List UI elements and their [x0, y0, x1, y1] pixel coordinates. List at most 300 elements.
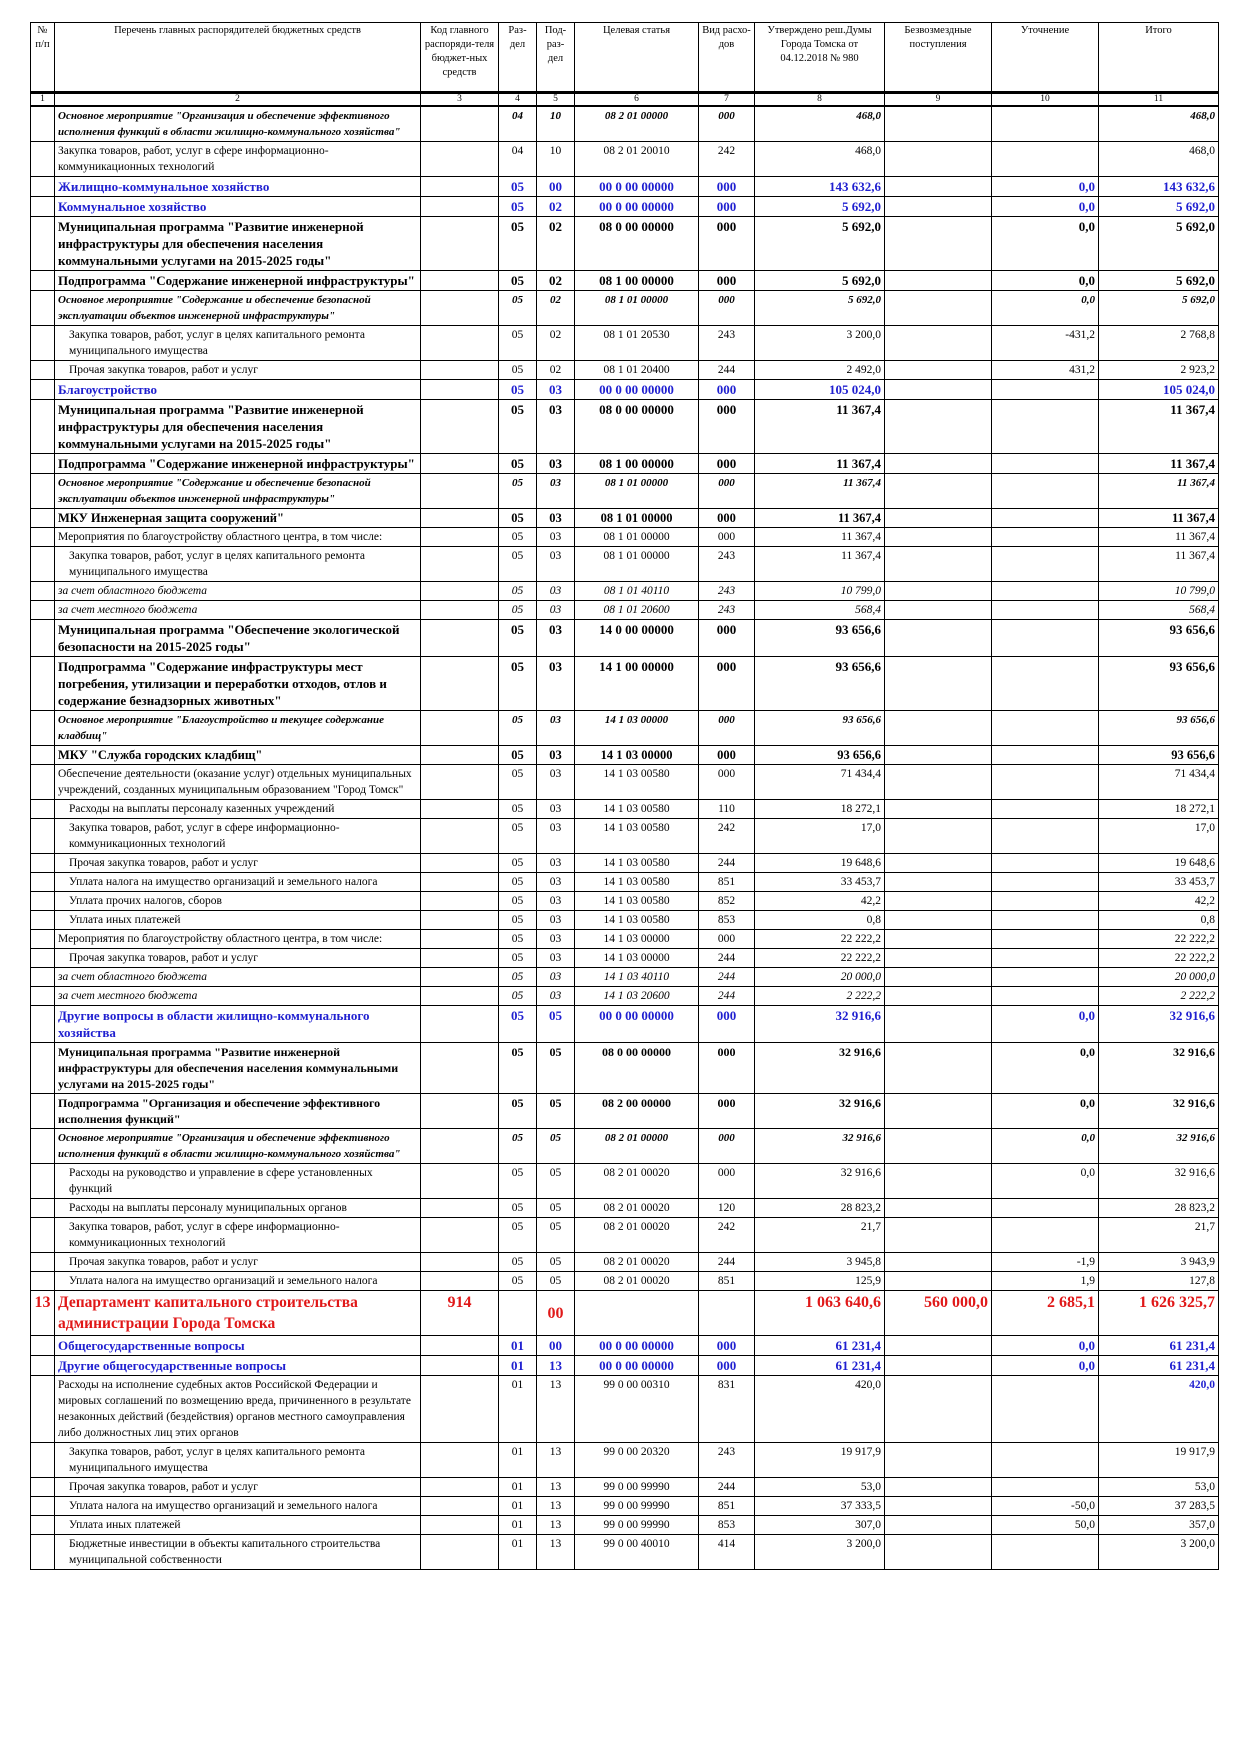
row-total-cell: 22 222,2	[1099, 930, 1219, 949]
row-total-cell: 5 692,0	[1099, 271, 1219, 291]
row-section-cell: 05	[499, 326, 537, 361]
row-approved-cell: 32 916,6	[755, 1043, 885, 1094]
row-name-cell: Мероприятия по благоустройству областного центра, в том числе:	[55, 528, 421, 547]
row-section-cell: 05	[499, 547, 537, 582]
row-number-cell	[31, 930, 55, 949]
row-adjustment-cell	[992, 987, 1099, 1006]
row-expense-type-cell: 000	[699, 380, 755, 400]
table-row	[31, 1199, 1219, 1218]
row-expense-type-cell: 000	[699, 474, 755, 509]
row-section-cell: 05	[499, 1218, 537, 1253]
row-target-article-cell: 08 1 00 00000	[575, 271, 699, 291]
row-target-article-cell: 00 0 00 00000	[575, 1336, 699, 1356]
row-total-cell: 11 367,4	[1099, 509, 1219, 528]
row-adjustment-cell	[992, 1199, 1099, 1218]
row-name-cell: Департамент капитального строительства администрации Города Томска	[55, 1291, 421, 1336]
row-total-cell: 0,8	[1099, 911, 1219, 930]
row-admin-code-cell	[421, 930, 499, 949]
row-subsection-cell: 03	[537, 746, 575, 765]
row-expense-type-cell: 244	[699, 1478, 755, 1497]
row-number-cell	[31, 582, 55, 601]
row-adjustment-cell	[992, 765, 1099, 800]
row-expense-type-cell: 244	[699, 987, 755, 1006]
row-number-cell	[31, 1199, 55, 1218]
row-section-cell: 05	[499, 892, 537, 911]
header-cell: Под-раз-дел	[537, 23, 575, 93]
table-row	[31, 197, 1219, 217]
row-admin-code-cell	[421, 547, 499, 582]
row-target-article-cell: 08 1 01 00000	[575, 474, 699, 509]
column-number-cell: 6	[575, 93, 699, 107]
row-total-cell: 357,0	[1099, 1516, 1219, 1535]
row-section-cell: 05	[499, 528, 537, 547]
row-number-cell	[31, 217, 55, 271]
row-section-cell: 05	[499, 361, 537, 380]
table-row	[31, 930, 1219, 949]
row-adjustment-cell: 431,2	[992, 361, 1099, 380]
row-admin-code-cell	[421, 800, 499, 819]
column-number-cell: 1	[31, 93, 55, 107]
row-target-article-cell: 14 1 00 00000	[575, 657, 699, 711]
row-grants-cell	[885, 601, 992, 620]
row-section-cell: 01	[499, 1535, 537, 1570]
row-admin-code-cell	[421, 142, 499, 177]
row-name-cell: Благоустройство	[55, 380, 421, 400]
row-adjustment-cell: 0,0	[992, 1164, 1099, 1199]
row-approved-cell: 53,0	[755, 1478, 885, 1497]
row-total-cell: 37 283,5	[1099, 1497, 1219, 1516]
row-total-cell: 19 648,6	[1099, 854, 1219, 873]
row-name-cell: Подпрограмма "Организация и обеспечение эффективного исполнения функций"	[55, 1094, 421, 1129]
row-number-cell	[31, 142, 55, 177]
row-approved-cell: 468,0	[755, 142, 885, 177]
row-adjustment-cell: 0,0	[992, 1129, 1099, 1164]
row-subsection-cell: 05	[537, 1043, 575, 1094]
row-subsection-cell: 13	[537, 1356, 575, 1376]
row-grants-cell	[885, 474, 992, 509]
row-expense-type-cell: 242	[699, 819, 755, 854]
row-grants-cell	[885, 106, 992, 142]
row-number-cell	[31, 1478, 55, 1497]
row-approved-cell: 17,0	[755, 819, 885, 854]
row-approved-cell: 93 656,6	[755, 746, 885, 765]
table-row	[31, 217, 1219, 271]
row-grants-cell	[885, 177, 992, 197]
row-number-cell	[31, 711, 55, 746]
row-subsection-cell: 00	[537, 177, 575, 197]
row-section-cell: 01	[499, 1376, 537, 1443]
row-name-cell: Муниципальная программа "Развитие инженерной инфраструктуры для обеспечения населения коммунальными услугами на 2015-2025 годы"	[55, 1043, 421, 1094]
row-admin-code-cell	[421, 1535, 499, 1570]
row-approved-cell: 468,0	[755, 106, 885, 142]
row-admin-code-cell	[421, 454, 499, 474]
row-section-cell	[499, 1291, 537, 1336]
row-number-cell	[31, 1443, 55, 1478]
row-target-article-cell: 99 0 00 20320	[575, 1443, 699, 1478]
row-subsection-cell: 03	[537, 765, 575, 800]
row-subsection-cell: 05	[537, 1272, 575, 1291]
row-target-article-cell: 14 1 03 00000	[575, 930, 699, 949]
row-admin-code-cell	[421, 217, 499, 271]
row-expense-type-cell: 000	[699, 746, 755, 765]
row-total-cell: 568,4	[1099, 601, 1219, 620]
row-total-cell: 21,7	[1099, 1218, 1219, 1253]
row-section-cell: 05	[499, 765, 537, 800]
row-section-cell: 05	[499, 1043, 537, 1094]
row-number-cell	[31, 291, 55, 326]
row-expense-type-cell: 000	[699, 454, 755, 474]
row-approved-cell: 42,2	[755, 892, 885, 911]
row-target-article-cell: 08 2 01 00000	[575, 106, 699, 142]
row-name-cell: Муниципальная программа "Развитие инженерной инфраструктуры для обеспечения населения коммунальными услугами на 2015-2025 годы"	[55, 217, 421, 271]
row-approved-cell: 11 367,4	[755, 454, 885, 474]
table-row	[31, 1478, 1219, 1497]
row-grants-cell	[885, 930, 992, 949]
row-admin-code-cell	[421, 1094, 499, 1129]
table-row	[31, 911, 1219, 930]
row-number-cell	[31, 657, 55, 711]
row-grants-cell	[885, 271, 992, 291]
row-subsection-cell: 03	[537, 930, 575, 949]
row-approved-cell: 143 632,6	[755, 177, 885, 197]
row-approved-cell: 33 453,7	[755, 873, 885, 892]
row-section-cell: 05	[499, 968, 537, 987]
row-expense-type-cell: 000	[699, 509, 755, 528]
row-subsection-cell: 03	[537, 582, 575, 601]
row-adjustment-cell	[992, 873, 1099, 892]
row-grants-cell	[885, 1006, 992, 1043]
row-grants-cell	[885, 1516, 992, 1535]
row-name-cell: Уплата налога на имущество организаций и земельного налога	[55, 1272, 421, 1291]
row-admin-code-cell	[421, 528, 499, 547]
row-subsection-cell: 03	[537, 620, 575, 657]
row-grants-cell	[885, 1129, 992, 1164]
row-total-cell: 28 823,2	[1099, 1199, 1219, 1218]
row-grants-cell	[885, 1043, 992, 1094]
row-section-cell: 01	[499, 1443, 537, 1478]
table-row	[31, 1218, 1219, 1253]
table-row	[31, 711, 1219, 746]
header-cell: Итого	[1099, 23, 1219, 93]
row-name-cell: за счет областного бюджета	[55, 968, 421, 987]
row-approved-cell: 0,8	[755, 911, 885, 930]
row-name-cell: Закупка товаров, работ, услуг в сфере информационно-коммуникационных технологий	[55, 142, 421, 177]
row-admin-code-cell	[421, 657, 499, 711]
row-admin-code-cell	[421, 361, 499, 380]
row-name-cell: Основное мероприятие "Организация и обеспечение эффективного исполнения функций в области жилищно-коммунального хозяйства"	[55, 106, 421, 142]
row-total-cell: 32 916,6	[1099, 1164, 1219, 1199]
row-subsection-cell: 13	[537, 1516, 575, 1535]
row-subsection-cell: 02	[537, 326, 575, 361]
row-approved-cell: 32 916,6	[755, 1094, 885, 1129]
row-total-cell: 32 916,6	[1099, 1129, 1219, 1164]
row-target-article-cell: 08 1 01 00000	[575, 291, 699, 326]
row-target-article-cell: 99 0 00 99990	[575, 1478, 699, 1497]
row-total-cell: 3 200,0	[1099, 1535, 1219, 1570]
row-admin-code-cell	[421, 987, 499, 1006]
row-admin-code-cell	[421, 873, 499, 892]
row-admin-code-cell	[421, 1253, 499, 1272]
row-admin-code-cell	[421, 892, 499, 911]
row-total-cell: 468,0	[1099, 142, 1219, 177]
row-subsection-cell: 03	[537, 892, 575, 911]
row-expense-type-cell	[699, 1291, 755, 1336]
row-name-cell: Уплата иных платежей	[55, 1516, 421, 1535]
row-grants-cell	[885, 1272, 992, 1291]
row-target-article-cell: 08 1 01 00000	[575, 509, 699, 528]
row-section-cell: 05	[499, 620, 537, 657]
row-subsection-cell: 05	[537, 1129, 575, 1164]
row-admin-code-cell	[421, 271, 499, 291]
row-admin-code-cell	[421, 1218, 499, 1253]
row-subsection-cell: 03	[537, 657, 575, 711]
row-number-cell	[31, 1043, 55, 1094]
row-subsection-cell: 13	[537, 1535, 575, 1570]
row-adjustment-cell	[992, 528, 1099, 547]
table-row	[31, 582, 1219, 601]
row-target-article-cell	[575, 1291, 699, 1336]
row-number-cell	[31, 987, 55, 1006]
row-section-cell: 01	[499, 1356, 537, 1376]
row-grants-cell	[885, 746, 992, 765]
row-name-cell: Прочая закупка товаров, работ и услуг	[55, 949, 421, 968]
row-total-cell: 20 000,0	[1099, 968, 1219, 987]
row-number-cell	[31, 400, 55, 454]
row-name-cell: Прочая закупка товаров, работ и услуг	[55, 854, 421, 873]
row-expense-type-cell: 000	[699, 711, 755, 746]
row-approved-cell: 3 945,8	[755, 1253, 885, 1272]
row-admin-code-cell	[421, 1272, 499, 1291]
row-admin-code-cell	[421, 474, 499, 509]
row-subsection-cell: 03	[537, 547, 575, 582]
table-row	[31, 1291, 1219, 1336]
row-number-cell	[31, 177, 55, 197]
row-section-cell: 05	[499, 197, 537, 217]
row-name-cell: МКУ "Служба городских кладбищ"	[55, 746, 421, 765]
row-adjustment-cell	[992, 746, 1099, 765]
row-admin-code-cell	[421, 746, 499, 765]
row-grants-cell	[885, 142, 992, 177]
row-subsection-cell: 10	[537, 106, 575, 142]
row-adjustment-cell	[992, 819, 1099, 854]
row-total-cell: 93 656,6	[1099, 746, 1219, 765]
row-target-article-cell: 08 2 01 00020	[575, 1218, 699, 1253]
row-grants-cell	[885, 987, 992, 1006]
row-grants-cell	[885, 509, 992, 528]
row-expense-type-cell: 243	[699, 547, 755, 582]
row-subsection-cell: 02	[537, 291, 575, 326]
row-grants-cell	[885, 657, 992, 711]
row-section-cell: 05	[499, 217, 537, 271]
row-grants-cell	[885, 873, 992, 892]
row-approved-cell: 5 692,0	[755, 217, 885, 271]
row-approved-cell: 568,4	[755, 601, 885, 620]
row-name-cell: Основное мероприятие "Содержание и обеспечение безопасной эксплуатации объектов инженерной инфраструктуры"	[55, 474, 421, 509]
row-adjustment-cell: -50,0	[992, 1497, 1099, 1516]
row-adjustment-cell: 0,0	[992, 1006, 1099, 1043]
row-section-cell: 05	[499, 1129, 537, 1164]
row-approved-cell: 105 024,0	[755, 380, 885, 400]
row-grants-cell	[885, 547, 992, 582]
header-cell: Уточнение	[992, 23, 1099, 93]
row-adjustment-cell	[992, 711, 1099, 746]
row-grants-cell	[885, 968, 992, 987]
row-target-article-cell: 14 1 03 00580	[575, 892, 699, 911]
row-total-cell: 32 916,6	[1099, 1094, 1219, 1129]
row-adjustment-cell	[992, 1535, 1099, 1570]
row-subsection-cell: 05	[537, 1199, 575, 1218]
table-body	[31, 93, 1219, 1570]
row-section-cell: 05	[499, 474, 537, 509]
row-grants-cell	[885, 1253, 992, 1272]
table-row	[31, 873, 1219, 892]
row-grants-cell	[885, 361, 992, 380]
row-grants-cell	[885, 892, 992, 911]
row-expense-type-cell: 244	[699, 1253, 755, 1272]
row-number-cell	[31, 1336, 55, 1356]
table-row	[31, 657, 1219, 711]
row-expense-type-cell: 244	[699, 361, 755, 380]
row-section-cell: 05	[499, 582, 537, 601]
table-row	[31, 1129, 1219, 1164]
row-adjustment-cell: 0,0	[992, 217, 1099, 271]
row-number-cell	[31, 873, 55, 892]
row-section-cell: 05	[499, 177, 537, 197]
row-admin-code-cell	[421, 509, 499, 528]
row-name-cell: Расходы на исполнение судебных актов Российской Федерации и мировых соглашений по возмещению вреда, причиненного в результате незаконных действий (бездействия) органов местного самоуправления либо должностных лиц этих органов	[55, 1376, 421, 1443]
row-total-cell: 22 222,2	[1099, 949, 1219, 968]
row-section-cell: 05	[499, 746, 537, 765]
table-row	[31, 1164, 1219, 1199]
row-admin-code-cell	[421, 291, 499, 326]
header-cell: Перечень главных распорядителей бюджетных средств	[55, 23, 421, 93]
row-target-article-cell: 14 1 03 40110	[575, 968, 699, 987]
row-total-cell: 18 272,1	[1099, 800, 1219, 819]
row-approved-cell: 19 648,6	[755, 854, 885, 873]
row-expense-type-cell: 000	[699, 657, 755, 711]
row-section-cell: 05	[499, 819, 537, 854]
row-subsection-cell: 10	[537, 142, 575, 177]
row-name-cell: Другие общегосударственные вопросы	[55, 1356, 421, 1376]
table-row	[31, 765, 1219, 800]
row-expense-type-cell: 000	[699, 528, 755, 547]
row-expense-type-cell: 000	[699, 197, 755, 217]
row-name-cell: Прочая закупка товаров, работ и услуг	[55, 1478, 421, 1497]
row-total-cell: 5 692,0	[1099, 291, 1219, 326]
row-adjustment-cell: 0,0	[992, 197, 1099, 217]
row-expense-type-cell: 000	[699, 291, 755, 326]
row-section-cell: 05	[499, 400, 537, 454]
column-number-cell: 3	[421, 93, 499, 107]
row-name-cell: Жилищно-коммунальное хозяйство	[55, 177, 421, 197]
row-target-article-cell: 08 1 01 20600	[575, 601, 699, 620]
row-name-cell: Обеспечение деятельности (оказание услуг) отдельных муниципальных учреждений, созданных муниципальным образованием "Город Томск"	[55, 765, 421, 800]
row-number-cell	[31, 800, 55, 819]
row-admin-code-cell	[421, 1043, 499, 1094]
row-admin-code-cell	[421, 911, 499, 930]
row-approved-cell: 11 367,4	[755, 400, 885, 454]
table-row	[31, 142, 1219, 177]
row-grants-cell	[885, 380, 992, 400]
table-row	[31, 528, 1219, 547]
row-admin-code-cell	[421, 601, 499, 620]
row-expense-type-cell: 851	[699, 873, 755, 892]
row-grants-cell	[885, 1478, 992, 1497]
row-admin-code-cell	[421, 1376, 499, 1443]
row-target-article-cell: 08 2 00 00000	[575, 1094, 699, 1129]
row-grants-cell	[885, 1497, 992, 1516]
row-subsection-cell: 00	[537, 1336, 575, 1356]
row-total-cell: 17,0	[1099, 819, 1219, 854]
table-row	[31, 1094, 1219, 1129]
row-section-cell: 01	[499, 1478, 537, 1497]
row-name-cell: Мероприятия по благоустройству областного центра, в том числе:	[55, 930, 421, 949]
row-target-article-cell: 00 0 00 00000	[575, 380, 699, 400]
row-adjustment-cell: 0,0	[992, 271, 1099, 291]
column-number-cell: 9	[885, 93, 992, 107]
row-expense-type-cell: 000	[699, 217, 755, 271]
row-admin-code-cell	[421, 1336, 499, 1356]
row-approved-cell: 61 231,4	[755, 1356, 885, 1376]
row-adjustment-cell	[992, 1443, 1099, 1478]
row-name-cell: Основное мероприятие "Благоустройство и текущее содержание кладбищ"	[55, 711, 421, 746]
row-name-cell: Закупка товаров, работ, услуг в целях капитального ремонта муниципального имущества	[55, 547, 421, 582]
row-name-cell: Муниципальная программа "Развитие инженерной инфраструктуры для обеспечения населения коммунальными услугами на 2015-2025 годы"	[55, 400, 421, 454]
row-name-cell: Муниципальная программа "Обеспечение экологической безопасности на 2015-2025 годы"	[55, 620, 421, 657]
row-approved-cell: 3 200,0	[755, 326, 885, 361]
row-adjustment-cell	[992, 1376, 1099, 1443]
row-number-cell	[31, 819, 55, 854]
row-total-cell: 2 222,2	[1099, 987, 1219, 1006]
row-section-cell: 04	[499, 106, 537, 142]
row-grants-cell	[885, 400, 992, 454]
row-target-article-cell: 08 1 01 00000	[575, 528, 699, 547]
row-grants-cell	[885, 1356, 992, 1376]
row-admin-code-cell	[421, 1006, 499, 1043]
row-section-cell: 05	[499, 854, 537, 873]
row-name-cell: Основное мероприятие "Организация и обеспечение эффективного исполнения функций в области жилищно-коммунального хозяйства"	[55, 1129, 421, 1164]
column-number-cell: 2	[55, 93, 421, 107]
row-section-cell: 05	[499, 987, 537, 1006]
row-target-article-cell: 99 0 00 99990	[575, 1516, 699, 1535]
table-row	[31, 400, 1219, 454]
row-subsection-cell: 13	[537, 1497, 575, 1516]
row-grants-cell	[885, 582, 992, 601]
row-admin-code-cell	[421, 711, 499, 746]
row-name-cell: Бюджетные инвестиции в объекты капитального строительства муниципальной собственности	[55, 1535, 421, 1570]
table-row	[31, 1272, 1219, 1291]
row-grants-cell	[885, 291, 992, 326]
row-name-cell: за счет областного бюджета	[55, 582, 421, 601]
row-adjustment-cell	[992, 1218, 1099, 1253]
row-number-cell	[31, 454, 55, 474]
table-row	[31, 106, 1219, 142]
row-subsection-cell: 03	[537, 987, 575, 1006]
row-number-cell	[31, 528, 55, 547]
row-name-cell: МКУ Инженерная защита сооружений"	[55, 509, 421, 528]
row-approved-cell: 1 063 640,6	[755, 1291, 885, 1336]
row-expense-type-cell: 110	[699, 800, 755, 819]
row-adjustment-cell: 0,0	[992, 177, 1099, 197]
row-admin-code-cell	[421, 197, 499, 217]
row-approved-cell: 61 231,4	[755, 1336, 885, 1356]
row-target-article-cell: 14 1 03 00580	[575, 800, 699, 819]
row-total-cell: 61 231,4	[1099, 1356, 1219, 1376]
row-total-cell: 19 917,9	[1099, 1443, 1219, 1478]
row-approved-cell: 93 656,6	[755, 711, 885, 746]
row-total-cell: 2 923,2	[1099, 361, 1219, 380]
row-subsection-cell: 02	[537, 197, 575, 217]
